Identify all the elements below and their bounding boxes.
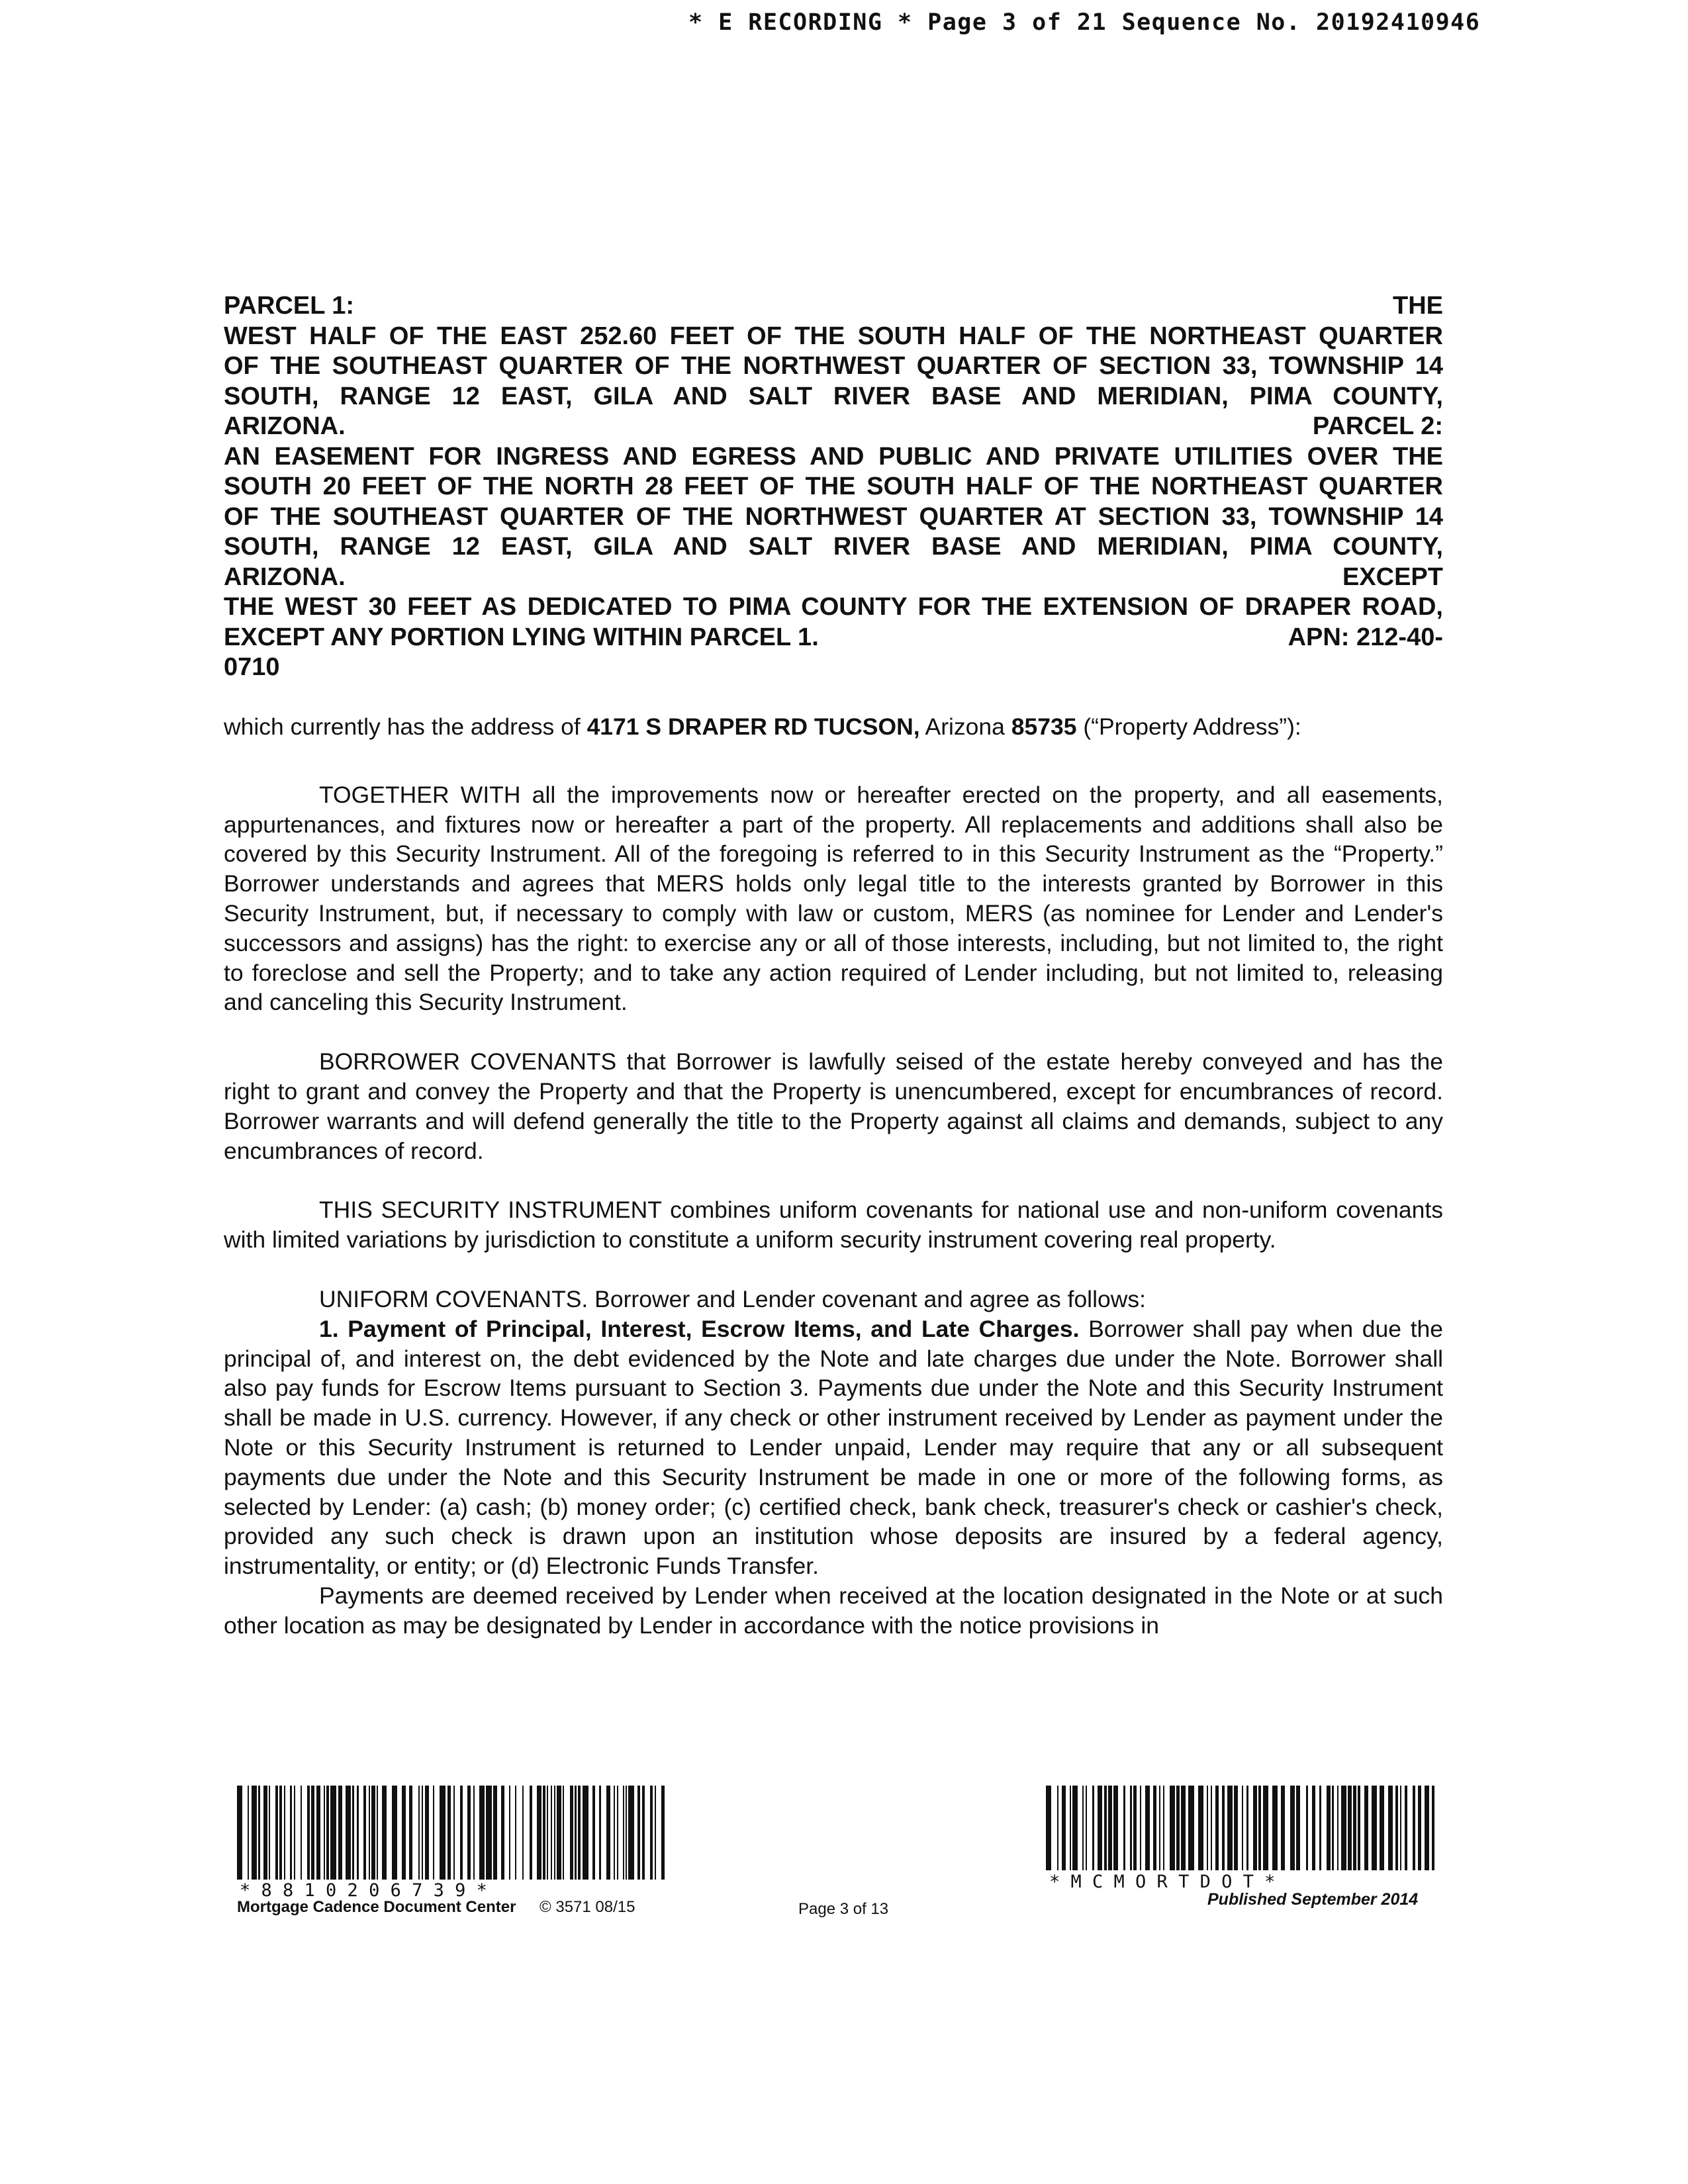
barcode-bar (583, 1786, 588, 1880)
barcode-bar (510, 1786, 515, 1880)
page-footer (0, 1786, 1688, 1918)
address-state: Arizona (919, 713, 1011, 740)
barcode-bar (564, 1786, 570, 1880)
published-date: Published September 2014 (1207, 1890, 1419, 1909)
barcode-bar (656, 1786, 661, 1880)
legal-line-13: 0710 (224, 653, 280, 681)
parcel-1-label: PARCEL 1: (224, 292, 355, 320)
address-street: 4171 S DRAPER RD TUCSON, (586, 713, 920, 740)
barcode-bar (1434, 1786, 1440, 1870)
legal-line-9: SOUTH, RANGE 12 EAST, GILA AND SALT RIVER BASE AND MERIDIAN, PIMA COUNTY, (224, 533, 1443, 561)
barcode-bar (1372, 1786, 1377, 1870)
barcode-bar (516, 1786, 522, 1880)
address-prefix: which currently has the address of (224, 713, 587, 740)
barcode-bar (618, 1786, 623, 1880)
together-with-paragraph: TOGETHER WITH all the improvements now or hereafter erected on the property, and all easements, appurtenances, and fixtures now or hereafter a part of the property. All replacements and additions shall also be covered by this Security Instrument. All of the foregoing is referred to in this Security Instrument as the “Property.” Borrower understands and agrees that MERS holds only legal title to the interests granted by Borrower in this Security Instrument, but, if necessary to comply with law or custom, MERS (as nominee for Lender and Lender's successors and assigns) has the right: to exercise any or all of those interests, including, but not limited to, the right to foreclose and sell the Property; and to take any action required of Lender including, but not limited to, releasing and canceling this Security Instrument. (224, 781, 1443, 1016)
barcode-bar (1164, 1786, 1170, 1870)
barcode-bar (1285, 1786, 1290, 1870)
section-1-heading: 1. Payment of Principal, Interest, Escrow Items, and Late Charges. (319, 1315, 1080, 1342)
barcode-bar (1300, 1786, 1306, 1870)
barcode-bar (486, 1786, 492, 1880)
barcode-bar (504, 1786, 509, 1880)
barcode-bar (1321, 1786, 1327, 1870)
barcode-number-text: * 8 8 1 0 2 0 6 7 3 9 * (240, 1880, 487, 1901)
barcode-bar (601, 1786, 606, 1880)
except-label: EXCEPT (1342, 563, 1443, 591)
form-barcode (1046, 1786, 1440, 1870)
barcode-bar (1290, 1786, 1295, 1870)
barcode-bar (237, 1786, 242, 1880)
barcode-bar (1388, 1786, 1393, 1870)
barcode-bar (1072, 1786, 1078, 1870)
barcode-bar (392, 1786, 397, 1880)
barcode-bar (1407, 1786, 1413, 1870)
address-zip: 85735 (1011, 713, 1077, 740)
legal-line-7: SOUTH 20 FEET OF THE NORTH 28 FEET OF THE SOUTH HALF OF THE NORTHEAST QUARTER (224, 473, 1443, 500)
barcode-bar (1087, 1786, 1092, 1870)
barcode-bar (1145, 1786, 1150, 1870)
barcode-bar (1341, 1786, 1346, 1870)
section-1-paragraph (224, 1314, 1443, 1581)
address-suffix: (“Property Address”): (1076, 713, 1301, 740)
publisher-text: Mortgage Cadence Document Center (237, 1898, 516, 1916)
legal-description (224, 291, 1443, 683)
legal-line-1 (224, 291, 1443, 322)
payments-deemed-paragraph: Payments are deemed received by Lender when received at the location designated in the Note or at such other location as may be designated by Lender in accordance with the notice provisions in (224, 1582, 1443, 1639)
barcode-bar (628, 1786, 634, 1880)
arizona-text: ARIZONA. (224, 563, 346, 591)
legal-line-6: AN EASEMENT FOR INGRESS AND EGRESS AND PUBLIC AND PRIVATE UTILITIES OVER THE (224, 442, 1443, 471)
barcode-bar (475, 1786, 479, 1880)
document-barcode (237, 1786, 665, 1880)
barcode-bar (302, 1786, 307, 1880)
barcode-bar (1227, 1786, 1233, 1870)
barcode-bar (1181, 1786, 1186, 1870)
barcode-bar (532, 1786, 537, 1880)
legal-line-12 (224, 623, 1443, 653)
barcode-bar (382, 1786, 387, 1880)
barcode-bar (434, 1786, 440, 1880)
barcode-bar (1125, 1786, 1130, 1870)
arizona-text: ARIZONA. (224, 412, 346, 440)
barcode-bar (1380, 1786, 1384, 1870)
barcode-bar (1170, 1786, 1175, 1870)
document-body (224, 712, 1443, 1641)
barcode-bar (359, 1786, 363, 1880)
barcode-bar (1113, 1786, 1118, 1870)
barcode-bar (557, 1786, 561, 1880)
barcode-bar (463, 1786, 467, 1880)
legal-line-10 (224, 563, 1443, 593)
barcode-bar (524, 1786, 530, 1880)
legal-line-4: SOUTH, RANGE 12 EAST, GILA AND SALT RIVER BASE AND MERIDIAN, PIMA COUNTY, (224, 382, 1443, 410)
barcode-bar (1263, 1786, 1268, 1870)
barcode-bar (270, 1786, 275, 1880)
barcode-bar (1188, 1786, 1194, 1870)
section-1-body: Borrower shall pay when due the principal of, and interest on, the debt evidenced by the Note and late charges due under the Note. Borrower shall also pay funds for Escrow Items pursuant to Section 3. Payments due under the Note and this Security Instrument shall be made in U.S. currency. However, if any check or other instrument received by Lender as payment under the Note or this Security Instrument is returned to Lender unpaid, Lender may require that any or all subsequent payments due under the Note and this Security Instrument be made in one or more of the following forms, as selected by Lender: (a) cash; (b) money order; (c) certified check, bank check, treasurer's check or cashier's check, provided any such check is drawn upon an institution whose deposits are insured by a federal agency, instrumentality, or entity; or (d) Electronic Funds Transfer. (224, 1315, 1443, 1580)
legal-line-5 (224, 412, 1443, 442)
borrower-covenants-paragraph: BORROWER COVENANTS that Borrower is lawfully seised of the estate hereby conveyed and has the right to grant and convey the Property and that the Property is unencumbered, except for encumbrances of record. Borrower warrants and will defend generally the title to the Property against all claims and demands, subject to any encumbrances of record. (224, 1048, 1443, 1164)
recording-stamp: * E RECORDING * Page 3 of 21 Sequence No. 20192410946 (688, 9, 1481, 36)
uniform-covenants-paragraph: UNIFORM COVENANTS. Borrower and Lender covenant and agree as follows: (319, 1285, 1146, 1312)
except-portion-text: EXCEPT ANY PORTION LYING WITHIN PARCEL 1. (224, 623, 819, 651)
barcode-bar (330, 1786, 336, 1880)
barcode-bar (1046, 1786, 1051, 1870)
parcel-1-the: THE (1393, 292, 1443, 320)
legal-line-8: OF THE SOUTHEAST QUARTER OF THE NORTHWEST QUARTER AT SECTION 33, TOWNSHIP 14 (224, 502, 1443, 531)
barcode-bar (1272, 1786, 1278, 1870)
barcode-bar (1078, 1786, 1082, 1870)
page-number: Page 3 of 13 (798, 1900, 889, 1918)
barcode-bar (1051, 1786, 1057, 1870)
form-barcode-text: * M C M O R T D O T * (1049, 1872, 1276, 1892)
barcode-bar (479, 1786, 485, 1880)
barcode-bar (645, 1786, 650, 1880)
legal-line-2: WEST HALF OF THE EAST 252.60 FEET OF THE SOUTH HALF OF THE NORTHEAST QUARTER (224, 322, 1443, 350)
barcode-bar (285, 1786, 290, 1880)
barcode-bar (1098, 1786, 1102, 1870)
barcode-bar (1198, 1786, 1203, 1870)
apn-label: APN: 212-40- (1288, 623, 1443, 651)
legal-line-11: THE WEST 30 FEET AS DEDICATED TO PIMA COUNTY FOR THE EXTENSION OF DRAPER ROAD, (224, 593, 1443, 621)
barcode-bar (1248, 1786, 1253, 1870)
barcode-bar (346, 1786, 351, 1880)
barcode-bar (537, 1786, 541, 1880)
barcode-bar (242, 1786, 248, 1880)
property-address-paragraph (224, 712, 1443, 742)
barcode-bar (295, 1786, 301, 1880)
barcode-bar (661, 1786, 665, 1880)
barcode-bar (387, 1786, 392, 1880)
barcode-bar (412, 1786, 418, 1880)
barcode-bar (397, 1786, 402, 1880)
barcode-bar (440, 1786, 445, 1880)
barcode-bar (1118, 1786, 1123, 1870)
barcode-bar (252, 1786, 257, 1880)
legal-line-3: OF THE SOUTHEAST QUARTER OF THE NORTHWEST QUARTER OF SECTION 33, TOWNSHIP 14 (224, 352, 1443, 380)
copyright-code: © 3571 08/15 (539, 1898, 635, 1916)
parcel-2-label: PARCEL 2: (1312, 412, 1443, 440)
this-security-instrument-paragraph: THIS SECURITY INSTRUMENT combines uniform covenants for national use and non-uniform covenants with limited variations by jurisdiction to constitute a uniform security instrument covering real property. (224, 1197, 1443, 1253)
barcode-bar (1425, 1786, 1429, 1870)
barcode-bar (455, 1786, 460, 1880)
